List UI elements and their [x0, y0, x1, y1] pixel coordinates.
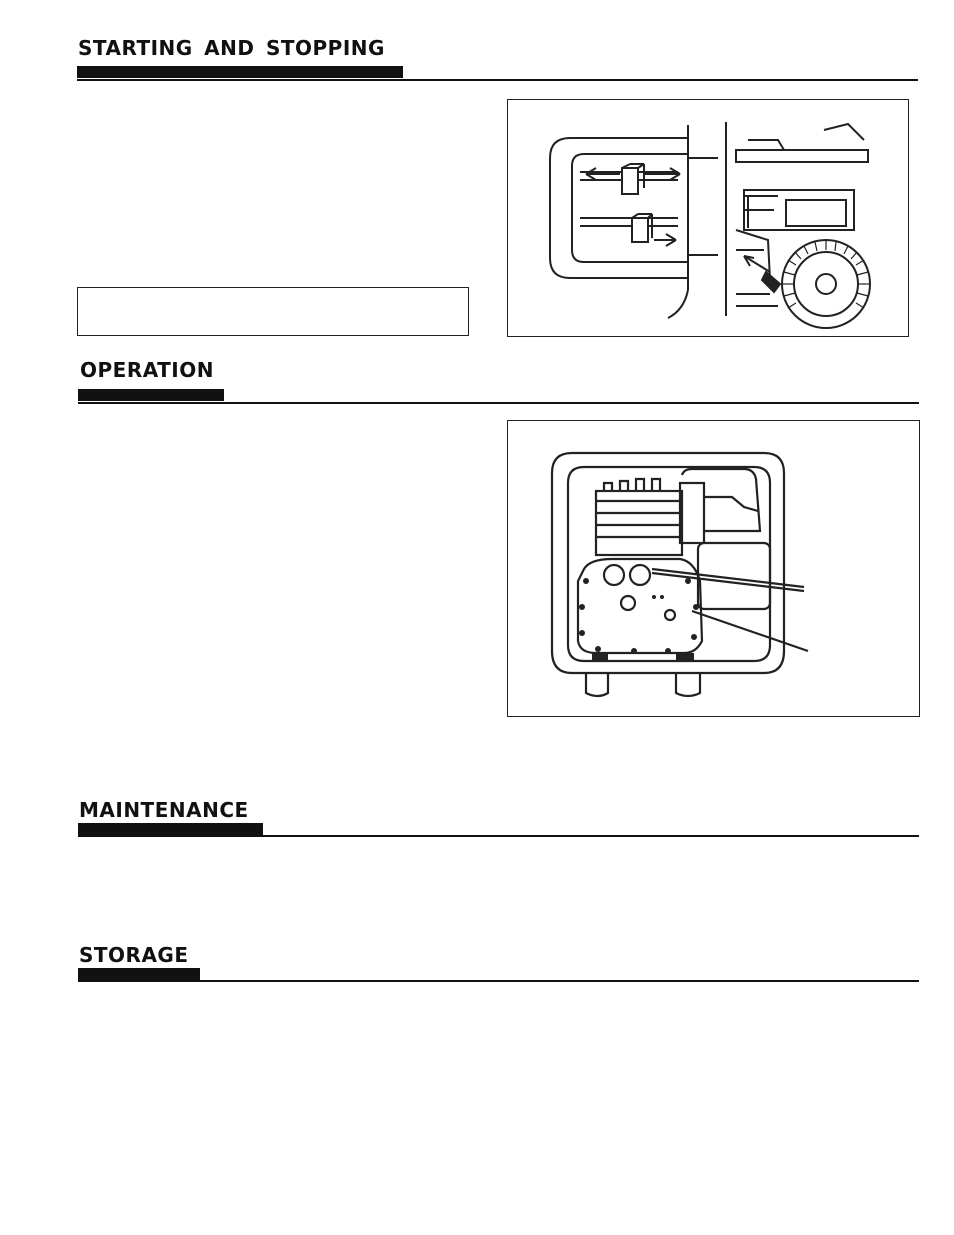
generator-frame-illustration: [508, 421, 919, 716]
section-bar-operation: [78, 389, 224, 401]
section-title-starting-and-stopping: STARTING AND STOPPING: [78, 36, 385, 60]
section-bar-maintenance: [78, 823, 263, 835]
section-title-operation: OPERATION: [80, 358, 214, 382]
section-bar-starting: [77, 66, 403, 78]
figure-engine-controls: [507, 99, 909, 337]
section-rule-starting: [77, 79, 918, 81]
engine-controls-illustration: [508, 100, 908, 336]
section-rule-operation: [78, 402, 919, 404]
note-box: [77, 287, 469, 336]
section-rule-maintenance: [78, 835, 919, 837]
section-bar-storage: [78, 968, 200, 980]
section-title-maintenance: MAINTENANCE: [79, 798, 249, 822]
section-rule-storage: [78, 980, 919, 982]
section-title-storage: STORAGE: [79, 943, 189, 967]
figure-generator-frame: [507, 420, 920, 717]
